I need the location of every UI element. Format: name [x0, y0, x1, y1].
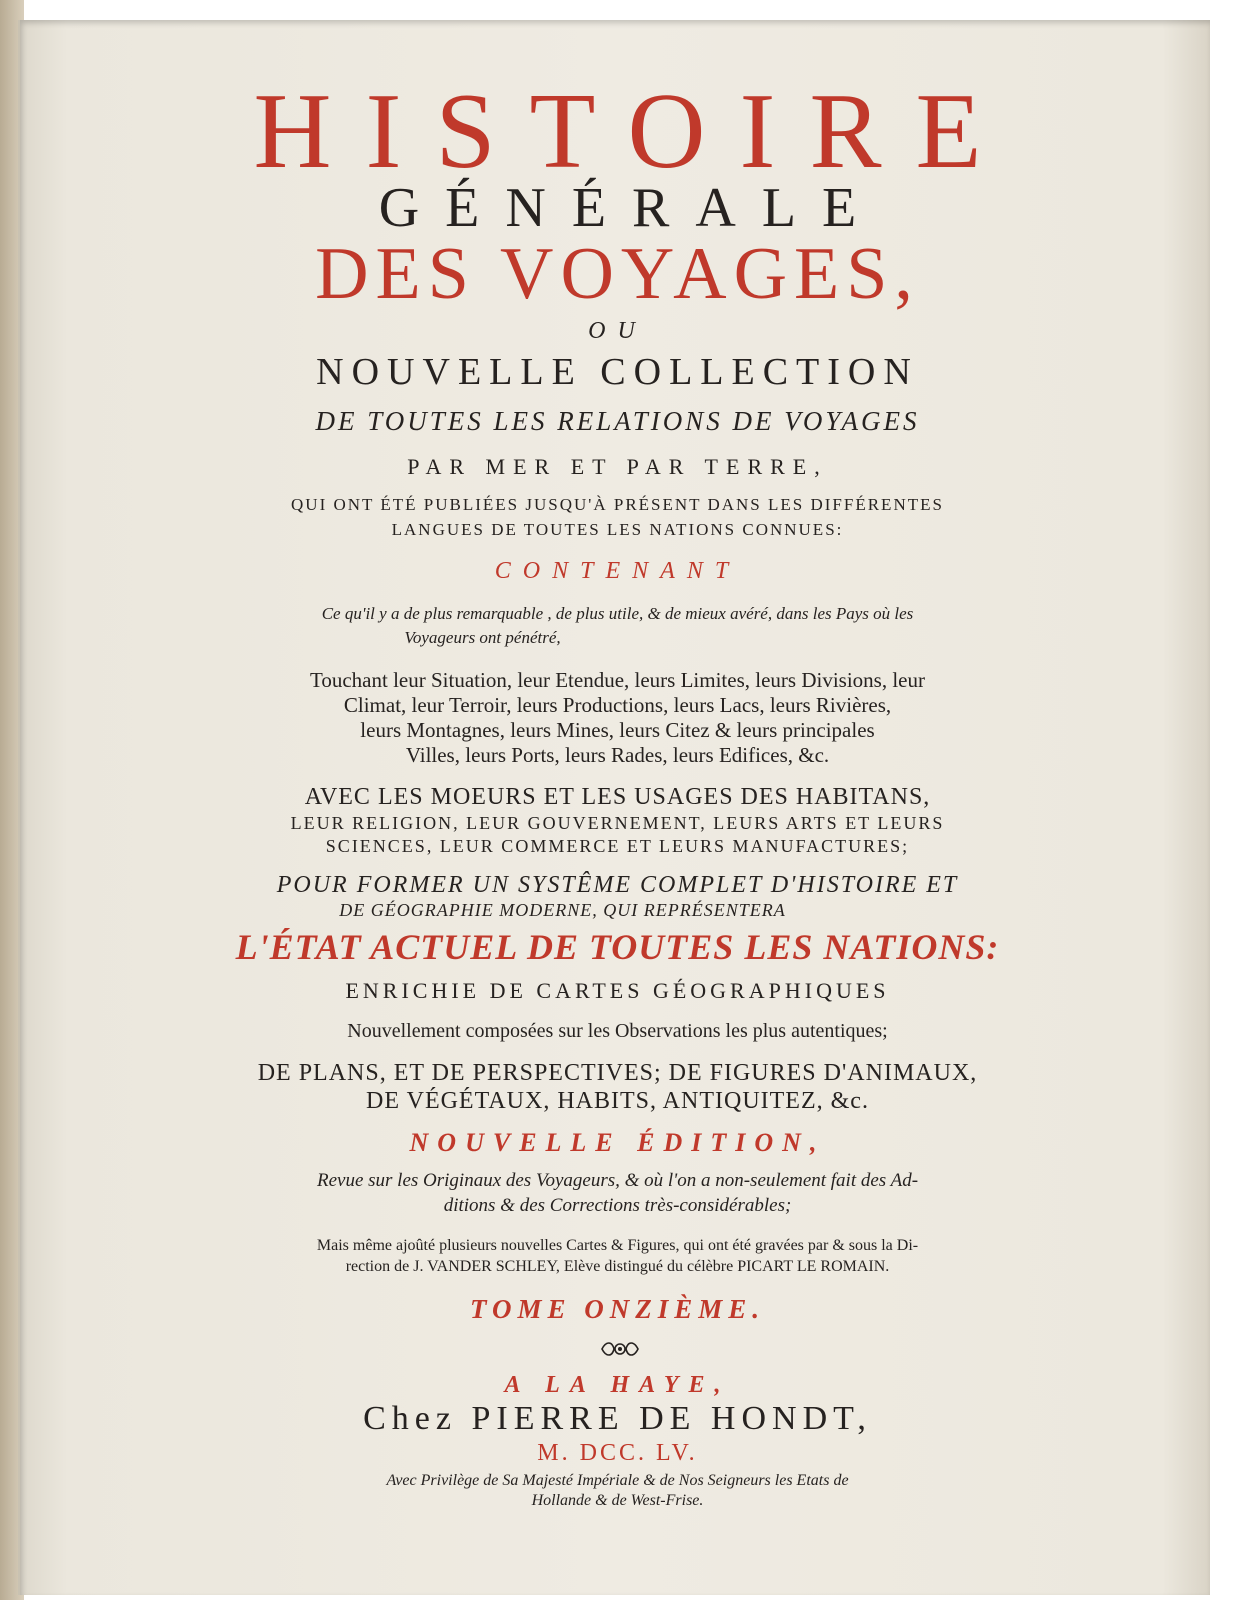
- subtitle-ou: OU: [588, 318, 647, 344]
- privilege-line-2: Hollande & de West-Frise.: [531, 1492, 704, 1509]
- subtitle-qui-ont-2: LANGUES DE TOUTES LES NATIONS CONNUES:: [391, 520, 844, 539]
- heading-tome: TOME ONZIÈME.: [469, 1294, 766, 1324]
- text-touchant-4: Villes, leurs Ports, leurs Rades, leurs Edifices, &c.: [405, 743, 830, 767]
- text-ce-quil-2: Voyageurs ont pénétré,: [404, 628, 561, 647]
- text-de-plans-2: DE VÉGÉTAUX, HABITS, ANTIQUITEZ, &c.: [366, 1088, 869, 1114]
- heading-contenant: CONTENANT: [494, 558, 741, 584]
- text-touchant-1: Touchant leur Situation, leur Etendue, leurs Limites, leurs Divisions, leur: [310, 668, 925, 692]
- imprint-date: M. DCC. LV.: [537, 1440, 698, 1466]
- title-histoire: HISTOIRE: [253, 72, 1016, 191]
- title-generale: GÉNÉRALE: [378, 177, 883, 239]
- subtitle-nouvelle-collection: NOUVELLE COLLECTION: [316, 351, 919, 393]
- text-mais-1: Mais même ajoûté plusieurs nouvelles Cartes & Figures, qui ont été gravées par & sous la Di-: [316, 1237, 919, 1254]
- text-touchant-2: Climat, leur Terroir, leurs Productions, leurs Lacs, leurs Rivières,: [343, 693, 892, 717]
- text-enrichie: ENRICHIE DE CARTES GÉOGRAPHIQUES: [345, 978, 890, 1003]
- heading-nouvelle-edition: NOUVELLE ÉDITION,: [409, 1128, 826, 1157]
- subtitle-par-mer: PAR MER ET PAR TERRE,: [407, 454, 828, 479]
- subtitle-qui-ont-1: QUI ONT ÉTÉ PUBLIÉES JUSQU'À PRÉSENT DANS LES DIFFÉRENTES: [291, 495, 944, 514]
- text-revue-1: Revue sur les Originaux des Voyageurs, & où l'on a non-seulement fait des Ad-: [316, 1170, 919, 1191]
- text-nouvellement: Nouvellement composées sur les Observations les plus autentiques;: [347, 1020, 888, 1042]
- text-mais-2: rection de J. VANDER SCHLEY, Elève distingué du célèbre PICART LE ROMAIN.: [345, 1258, 890, 1275]
- text-ce-quil-1: Ce qu'il y a de plus remarquable , de plus utile, & de mieux avéré, dans les Pays où les: [321, 604, 914, 623]
- text-touchant-3: leurs Montagnes, leurs Mines, leurs Citez & leurs principales: [360, 718, 875, 742]
- imprint-place: A LA HAYE,: [504, 1372, 731, 1398]
- text-avec-1: AVEC LES MOEURS ET LES USAGES DES HABITANS,: [304, 784, 931, 810]
- heading-etat-actuel: L'ÉTAT ACTUEL DE TOUTES LES NATIONS:: [235, 927, 1000, 967]
- title-des-voyages: DES VOYAGES,: [315, 233, 920, 315]
- text-pour-1: POUR FORMER UN SYSTÊME COMPLET D'HISTOIRE ET: [276, 872, 959, 898]
- text-avec-2: LEUR RELIGION, LEUR GOUVERNEMENT, LEURS ARTS ET LEURS: [290, 813, 945, 833]
- imprint-publisher: Chez PIERRE DE HONDT,: [363, 1400, 872, 1437]
- text-de-plans-1: DE PLANS, ET DE PERSPECTIVES; DE FIGURES D'ANIMAUX,: [257, 1060, 978, 1086]
- privilege-line-1: Avec Privilège de Sa Majesté Impériale & de Nos Seigneurs les Etats de: [386, 1472, 849, 1489]
- subtitle-de-toutes: DE TOUTES LES RELATIONS DE VOYAGES: [315, 406, 920, 436]
- text-avec-3: SCIENCES, LEUR COMMERCE ET LEURS MANUFACTURES;: [325, 836, 910, 856]
- text-pour-2: DE GÉOGRAPHIE MODERNE, QUI REPRÉSENTERA: [339, 900, 786, 920]
- fleuron-ornament-icon: [598, 1338, 642, 1360]
- text-revue-2: ditions & des Corrections très-considérables;: [443, 1195, 792, 1216]
